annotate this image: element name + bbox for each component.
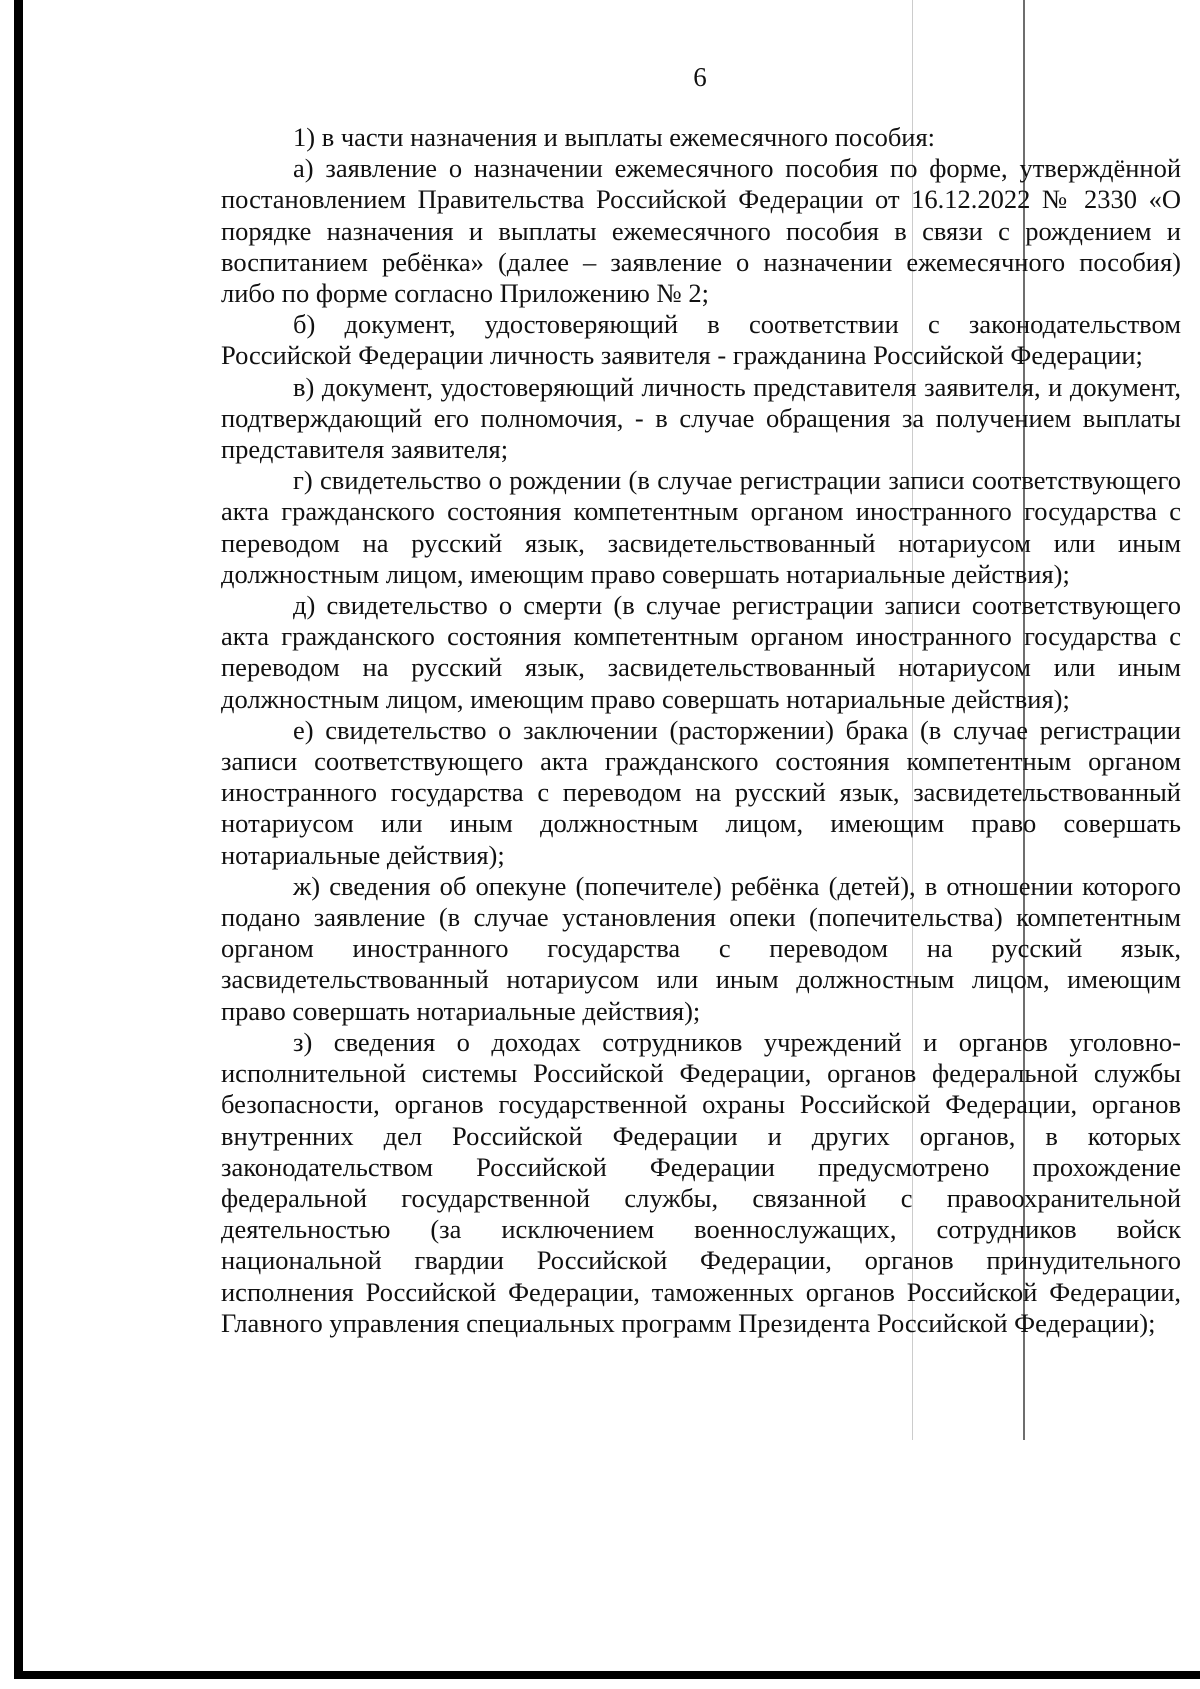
document-body bbox=[221, 122, 1181, 1339]
paragraph-v: в) документ, удостоверяющий личность представителя заявителя, и документ, подтверждающий его полномочия, - в случае обращения за получением выплаты представителя заявителя; bbox=[221, 371, 1181, 465]
scan-border-bottom bbox=[14, 1671, 1200, 1679]
page-number: 6 bbox=[693, 62, 707, 92]
paragraph-g: г) свидетельство о рождении (в случае регистрации записи соответствующего акта гражданского состояния компетентным органом иностранного государства с переводом на русский язык, засвидетельствованный нотариусом или иным должностным лицом, имеющим право совершать нотариальные действия); bbox=[221, 465, 1181, 589]
paragraph-e: е) свидетельство о заключении (расторжении) брака (в случае регистрации записи соответствующего акта гражданского состояния компетентным органом иностранного государства с переводом на русский язык, засвидетельствованный нотариусом или иным должностным лицом, имеющим право совершать нотариальные действия); bbox=[221, 714, 1181, 870]
paragraph-z: з) сведения о доходах сотрудников учреждений и органов уголовно-исполнительной системы Российской Федерации, органов федеральной службы безопасности, органов государственной охраны Российской Федерации, органов внутренних дел Российской Федерации и других органов, в которых законодательством Российской Федерации предусмотрено прохождение федеральной государственной службы, связанной с правоохранительной деятельностью (за исключением военнослужащих, сотрудников войск национальной гвардии Российской Федерации, органов принудительного исполнения Российской Федерации, таможенных органов Российской Федерации, Главного управления специальных программ Президента Российской Федерации); bbox=[221, 1026, 1181, 1338]
scan-border-left bbox=[14, 0, 23, 1679]
paragraph-d: д) свидетельство о смерти (в случае регистрации записи соответствующего акта гражданского состояния компетентным органом иностранного государства с переводом на русский язык, засвидетельствованный нотариусом или иным должностным лицом, имеющим право совершать нотариальные действия); bbox=[221, 590, 1181, 714]
paragraph-b: б) документ, удостоверяющий в соответствии с законодательством Российской Федерации личность заявителя - гражданина Российской Федерации; bbox=[221, 309, 1181, 371]
paragraph-zh: ж) сведения об опекуне (попечителе) ребёнка (детей), в отношении которого подано заявление (в случае установления опеки (попечительства) компетентным органом иностранного государства с переводом на русский язык, засвидетельствованный нотариусом или иным должностным лицом, имеющим право совершать нотариальные действия); bbox=[221, 870, 1181, 1026]
paragraph-a: а) заявление о назначении ежемесячного пособия по форме, утверждённой постановлением Правительства Российской Федерации от 16.12.2022 № 2330 «О порядке назначения и выплаты ежемесячного пособия в связи с рождением и воспитанием ребёнка» (далее – заявление о назначении ежемесячного пособия) либо по форме согласно Приложению № 2; bbox=[221, 153, 1181, 309]
paragraph-intro: 1) в части назначения и выплаты ежемесячного пособия: bbox=[293, 122, 936, 152]
